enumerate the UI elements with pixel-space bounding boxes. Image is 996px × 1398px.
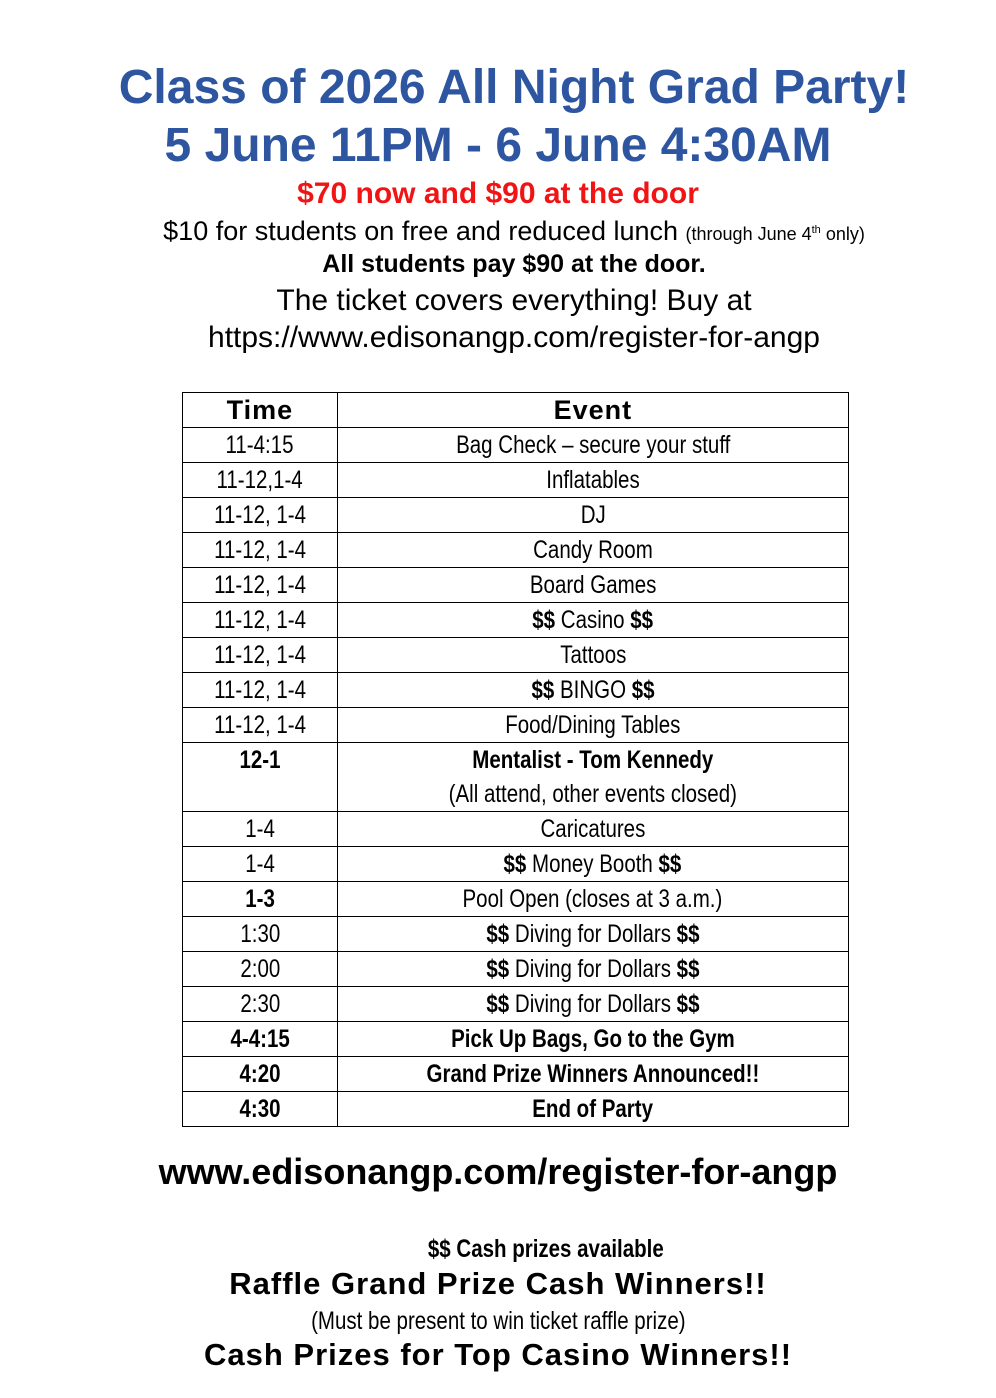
schedule-table bbox=[182, 392, 849, 1127]
time-column-header: Time bbox=[183, 393, 338, 428]
event-cell: DJ bbox=[337, 498, 848, 533]
event-cell: $$ Casino $$ bbox=[337, 603, 848, 638]
lunch-note-sup: th bbox=[811, 224, 821, 236]
time-cell: 4:20 bbox=[183, 1057, 338, 1092]
time-cell: 2:30 bbox=[183, 987, 338, 1022]
present-note: (Must be present to win ticket raffle prize) bbox=[310, 1307, 686, 1335]
table-header-row bbox=[183, 393, 849, 428]
table-row bbox=[183, 1092, 849, 1127]
lunch-main: $10 for students on free and reduced lunch bbox=[163, 216, 679, 246]
lunch-note-pre: (through June 4 bbox=[685, 224, 812, 244]
event-column-header: Event bbox=[337, 393, 848, 428]
event-cell: Tattoos bbox=[337, 638, 848, 673]
lunch-note bbox=[686, 224, 865, 244]
footer-url[interactable]: www.edisonangp.com/register-for-angp bbox=[158, 1151, 838, 1192]
table-row bbox=[183, 1057, 849, 1092]
casino-prizes-text: Cash Prizes for Top Casino Winners!! bbox=[203, 1337, 793, 1372]
event-cell: Candy Room bbox=[337, 533, 848, 568]
event-cell: $$ Money Booth $$ bbox=[337, 847, 848, 882]
event-cell: Board Games bbox=[337, 568, 848, 603]
table-row bbox=[183, 498, 849, 533]
time-cell: 11-12,1-4 bbox=[183, 463, 338, 498]
title-line-2: 5 June 11PM - 6 June 4:30AM bbox=[164, 119, 832, 172]
table-row bbox=[183, 917, 849, 952]
event-cell: Caricatures bbox=[337, 812, 848, 847]
event-cell: $$ Diving for Dollars $$ bbox=[337, 917, 848, 952]
time-cell: 1-4 bbox=[183, 812, 338, 847]
covers-text: The ticket covers everything! Buy at bbox=[276, 284, 752, 317]
event-cell: Mentalist - Tom Kennedy (All attend, other events closed) bbox=[337, 743, 848, 812]
table-row bbox=[183, 708, 849, 743]
event-cell: $$ BINGO $$ bbox=[337, 673, 848, 708]
table-row bbox=[183, 568, 849, 603]
price-text: $70 now and $90 at the door bbox=[297, 177, 699, 210]
table-row bbox=[183, 1022, 849, 1057]
time-cell: 2:00 bbox=[183, 952, 338, 987]
title-line-1: Class of 2026 All Night Grad Party! bbox=[118, 61, 910, 114]
table-row bbox=[183, 428, 849, 463]
time-cell: 12-1 bbox=[183, 743, 338, 812]
table-row bbox=[183, 638, 849, 673]
time-cell: 11-12, 1-4 bbox=[183, 638, 338, 673]
event-cell: Pick Up Bags, Go to the Gym bbox=[337, 1022, 848, 1057]
table-row bbox=[183, 743, 849, 812]
table-row bbox=[183, 952, 849, 987]
event-subtext: (All attend, other events closed) bbox=[448, 780, 737, 808]
cash-prizes-text: $$ Cash prizes available bbox=[428, 1235, 664, 1263]
event-cell: Bag Check – secure your stuff bbox=[337, 428, 848, 463]
time-cell: 11-12, 1-4 bbox=[183, 708, 338, 743]
lunch-note-post: only) bbox=[820, 224, 865, 244]
event-cell: Food/Dining Tables bbox=[337, 708, 848, 743]
time-cell: 1:30 bbox=[183, 917, 338, 952]
time-cell: 11-4:15 bbox=[183, 428, 338, 463]
table-row bbox=[183, 603, 849, 638]
lunch-text bbox=[16, 213, 996, 251]
raffle-text: Raffle Grand Prize Cash Winners!! bbox=[229, 1266, 767, 1301]
event-cell: $$ Diving for Dollars $$ bbox=[337, 987, 848, 1022]
time-cell: 1-3 bbox=[183, 882, 338, 917]
event-cell: $$ Diving for Dollars $$ bbox=[337, 952, 848, 987]
table-row bbox=[183, 812, 849, 847]
time-cell: 11-12, 1-4 bbox=[183, 533, 338, 568]
table-row bbox=[183, 673, 849, 708]
table-row bbox=[183, 533, 849, 568]
time-cell: 11-12, 1-4 bbox=[183, 498, 338, 533]
time-cell: 4-4:15 bbox=[183, 1022, 338, 1057]
time-cell: 11-12, 1-4 bbox=[183, 568, 338, 603]
time-cell: 4:30 bbox=[183, 1092, 338, 1127]
table-row bbox=[183, 463, 849, 498]
table-row bbox=[183, 882, 849, 917]
time-cell: 1-4 bbox=[183, 847, 338, 882]
event-cell: End of Party bbox=[337, 1092, 848, 1127]
time-cell: 11-12, 1-4 bbox=[183, 603, 338, 638]
event-cell: Grand Prize Winners Announced!! bbox=[337, 1057, 848, 1092]
event-cell: Pool Open (closes at 3 a.m.) bbox=[337, 882, 848, 917]
time-cell: 11-12, 1-4 bbox=[183, 673, 338, 708]
door-note: All students pay $90 at the door. bbox=[322, 250, 706, 278]
table-row bbox=[183, 987, 849, 1022]
table-row bbox=[183, 847, 849, 882]
register-url[interactable]: https://www.edisonangp.com/register-for-angp bbox=[208, 321, 820, 354]
event-cell: Inflatables bbox=[337, 463, 848, 498]
